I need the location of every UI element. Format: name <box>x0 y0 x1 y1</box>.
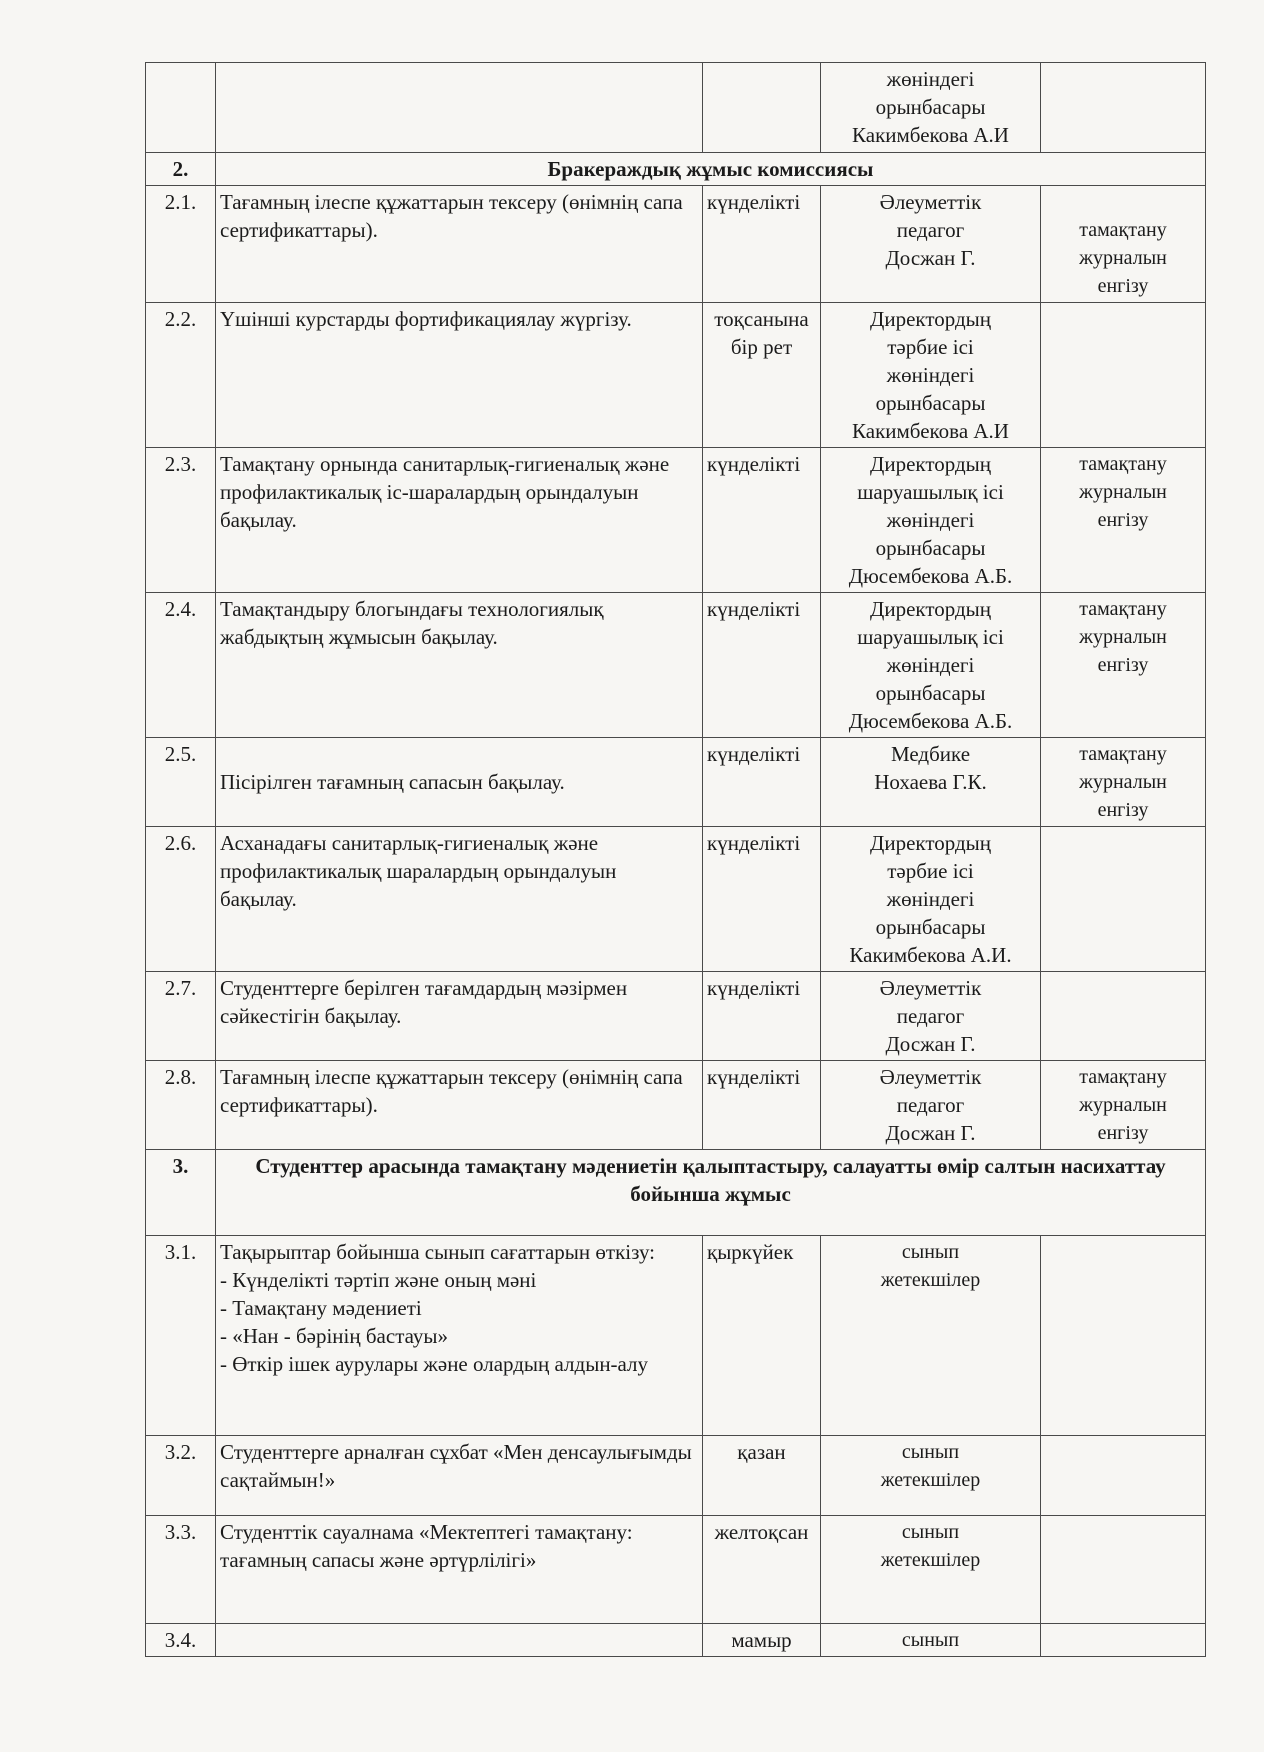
cell-period: күнделікті <box>703 972 821 1061</box>
table-row <box>146 1236 1206 1436</box>
cell-num: 2.7. <box>146 972 216 1061</box>
cell-responsible: сынып жетекшілер <box>821 1236 1041 1436</box>
cell-note: тамақтану журналын енгізу <box>1041 1061 1206 1150</box>
cell-note: тамақтану журналын енгізу <box>1041 593 1206 738</box>
cell-num: 2.2. <box>146 303 216 448</box>
cell-period: мамыр <box>703 1624 821 1657</box>
cell-task: Асханадағы санитарлық-гигиеналық және профилактикалық шаралардың орындалуын бақылау. <box>216 827 703 972</box>
cell-num <box>146 63 216 153</box>
cell-num: 2.1. <box>146 186 216 303</box>
cell-task: Студенттік сауалнама «Мектептегі тамақтану: тағамның сапасы және әртүрлілігі» <box>216 1516 703 1624</box>
cell-task: Үшінші курстарды фортификациялау жүргізу. <box>216 303 703 448</box>
cell-responsible: Директордың шаруашылық ісі жөніндегі орынбасары Дюсембекова А.Б. <box>821 593 1041 738</box>
cell-responsible: Әлеуметтік педагог Досжан Г. <box>821 972 1041 1061</box>
table-row <box>146 1436 1206 1516</box>
cell-note <box>1041 1624 1206 1657</box>
cell-task: Тақырыптар бойынша сынып сағаттарын өткізу: - Күнделікті тәртіп және оның мәні - Тамақтану мәдениеті - «Нан - бәрінің бастауы» - Өткір ішек аурулары және олардың алдын-алу <box>216 1236 703 1436</box>
plan-page <box>145 62 1205 1657</box>
cell-num: 2.6. <box>146 827 216 972</box>
cell-note <box>1041 827 1206 972</box>
table-row <box>146 1516 1206 1624</box>
cell-task: Студенттерге берілген тағамдардың мәзірмен сәйкестігін бақылау. <box>216 972 703 1061</box>
table-row <box>146 63 1206 153</box>
cell-responsible: сынып жетекшілер <box>821 1516 1041 1624</box>
note-text: тамақтану журналын енгізу <box>1079 219 1167 297</box>
section-number: 3. <box>146 1150 216 1236</box>
cell-period: күнделікті <box>703 593 821 738</box>
cell-responsible: Әлеуметтік педагог Досжан Г. <box>821 186 1041 303</box>
table-row <box>146 738 1206 827</box>
cell-period: күнделікті <box>703 448 821 593</box>
cell-num: 2.4. <box>146 593 216 738</box>
section-title: Бракераждық жұмыс комиссиясы <box>216 153 1206 186</box>
plan-table <box>145 62 1206 1657</box>
cell-period: қазан <box>703 1436 821 1516</box>
cell-period: күнделікті <box>703 827 821 972</box>
cell-responsible: сынып <box>821 1624 1041 1657</box>
cell-period: желтоқсан <box>703 1516 821 1624</box>
cell-num: 2.8. <box>146 1061 216 1150</box>
cell-note: тамақтану журналын енгізу <box>1041 738 1206 827</box>
cell-num: 2.5. <box>146 738 216 827</box>
cell-num: 3.1. <box>146 1236 216 1436</box>
cell-responsible: Директордың шаруашылық ісі жөніндегі орынбасары Дюсембекова А.Б. <box>821 448 1041 593</box>
table-row <box>146 186 1206 303</box>
cell-task <box>216 1624 703 1657</box>
cell-num: 3.3. <box>146 1516 216 1624</box>
cell-task: Студенттерге арналған сұхбат «Мен денсаулығымды сақтаймын!» <box>216 1436 703 1516</box>
task-text: Пісірілген тағамның сапасын бақылау. <box>220 770 565 794</box>
cell-task <box>216 63 703 153</box>
cell-num: 2.3. <box>146 448 216 593</box>
cell-responsible: Директордың тәрбие ісі жөніндегі орынбасары Какимбекова А.И <box>821 303 1041 448</box>
table-row <box>146 593 1206 738</box>
cell-responsible: Медбике Нохаева Г.К. <box>821 738 1041 827</box>
table-row <box>146 448 1206 593</box>
table-row <box>146 827 1206 972</box>
cell-task: Тағамның ілеспе құжаттарын тексеру (өнімнің сапа сертификаттары). <box>216 1061 703 1150</box>
table-row <box>146 972 1206 1061</box>
cell-responsible: жөніндегі орынбасары Какимбекова А.И <box>821 63 1041 153</box>
cell-note <box>1041 1436 1206 1516</box>
cell-note <box>1041 303 1206 448</box>
cell-period: қыркүйек <box>703 1236 821 1436</box>
section-number: 2. <box>146 153 216 186</box>
cell-note <box>1041 186 1206 303</box>
table-row <box>146 303 1206 448</box>
table-row <box>146 1061 1206 1150</box>
cell-task: Тағамның ілеспе құжаттарын тексеру (өнімнің сапа сертификаттары). <box>216 186 703 303</box>
cell-note <box>1041 1516 1206 1624</box>
cell-responsible: Директордың тәрбие ісі жөніндегі орынбасары Какимбекова А.И. <box>821 827 1041 972</box>
section-header <box>146 153 1206 186</box>
table-row <box>146 1624 1206 1657</box>
cell-num: 3.4. <box>146 1624 216 1657</box>
section-title: Студенттер арасында тамақтану мәдениетін қалыптастыру, салауатты өмір салтын насихаттау бойынша жұмыс <box>216 1150 1206 1236</box>
cell-note <box>1041 972 1206 1061</box>
cell-responsible: сынып жетекшілер <box>821 1436 1041 1516</box>
cell-note: тамақтану журналын енгізу <box>1041 448 1206 593</box>
cell-period: тоқсанына бір рет <box>703 303 821 448</box>
cell-period <box>703 63 821 153</box>
cell-task <box>216 738 703 827</box>
cell-task: Тамақтану орнында санитарлық-гигиеналық және профилактикалық іс-шаралардың орындалуын бақылау. <box>216 448 703 593</box>
cell-period: күнделікті <box>703 186 821 303</box>
section-header <box>146 1150 1206 1236</box>
cell-task: Тамақтандыру блогындағы технологиялық жабдықтың жұмысын бақылау. <box>216 593 703 738</box>
cell-period: күнделікті <box>703 1061 821 1150</box>
cell-period: күнделікті <box>703 738 821 827</box>
cell-num: 3.2. <box>146 1436 216 1516</box>
cell-note <box>1041 63 1206 153</box>
cell-note <box>1041 1236 1206 1436</box>
cell-responsible: Әлеуметтік педагог Досжан Г. <box>821 1061 1041 1150</box>
